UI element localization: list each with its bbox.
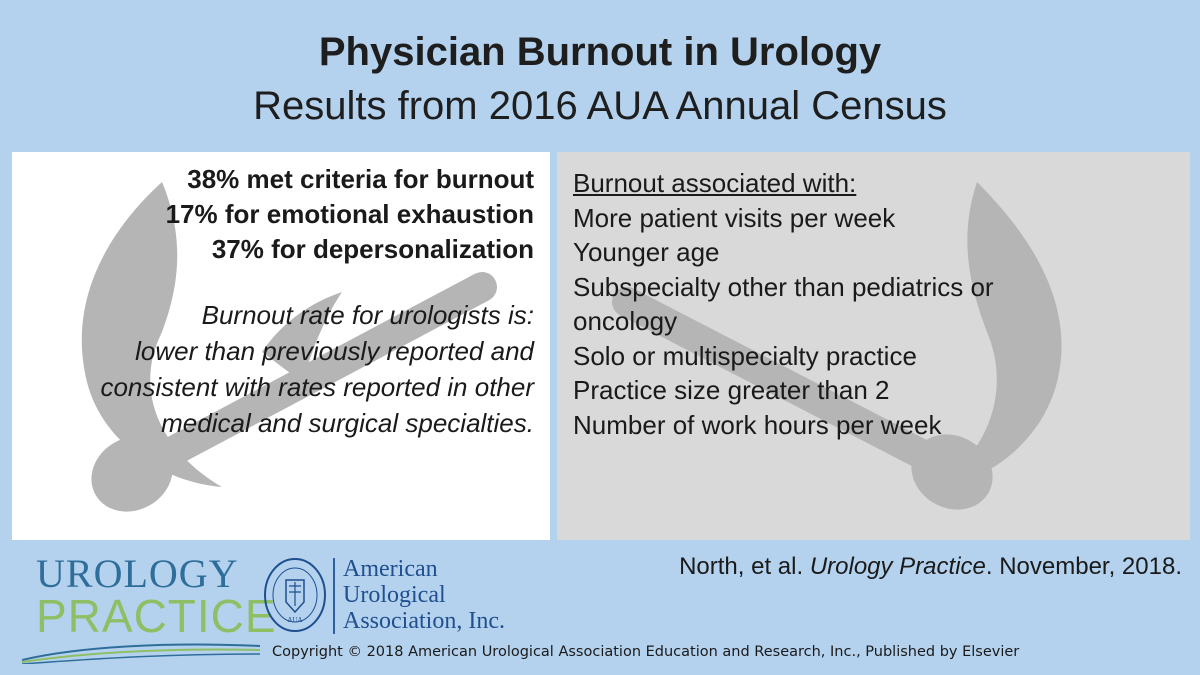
conclusion-line: Burnout rate for urologists is: [201,300,534,330]
seal-monogram: AUA [287,616,303,624]
swoosh-icon [22,640,262,664]
logo-divider [333,558,335,634]
association-item: Practice size greater than 2 [573,375,890,405]
findings-panel [12,152,550,540]
citation-date: . November, 2018. [985,553,1182,580]
aua-line: Association, Inc. [343,608,505,634]
association-item: Younger age [573,237,720,267]
citation [679,552,1182,582]
conclusion [14,297,534,441]
associations-heading: Burnout associated with: [573,168,857,198]
conclusion-line: medical and surgical specialties. [161,408,534,438]
conclusion-line: lower than previously reported and [135,336,534,366]
logo-word-practice: PRACTICE [36,590,277,642]
stat-depersonalization: 37% for depersonalization [211,234,534,264]
logo-word-urology: UROLOGY [36,551,239,596]
citation-authors: North, et al. [679,553,810,580]
page-subtitle: Results from 2016 AUA Annual Census [253,84,947,128]
association-item: Subspecialty other than pediatrics or [573,271,994,302]
stat-emotional-exhaustion: 17% for emotional exhaustion [165,199,534,229]
page-title: Physician Burnout in Urology [318,30,882,74]
aua-line: Urological [343,582,446,608]
association-item: Number of work hours per week [573,409,942,440]
copyright-notice: Copyright © 2018 American Urological Association Education and Research, Inc., Published by Elsevier [272,644,1020,660]
association-item: Solo or multispecialty practice [573,340,917,371]
findings-text [14,162,534,441]
aua-line: American [343,556,438,582]
citation-journal: Urology Practice [809,553,986,580]
stat-burnout: 38% met criteria for burnout [187,164,534,194]
association-item: More patient visits per week [573,202,896,233]
associations-list [573,166,1183,442]
urology-practice-logo [36,551,277,667]
aua-seal-icon [262,556,328,634]
conclusion-line: consistent with rates reported in other [100,372,534,402]
associations-panel [557,152,1190,540]
aua-name [343,556,505,634]
association-item: oncology [573,306,678,336]
